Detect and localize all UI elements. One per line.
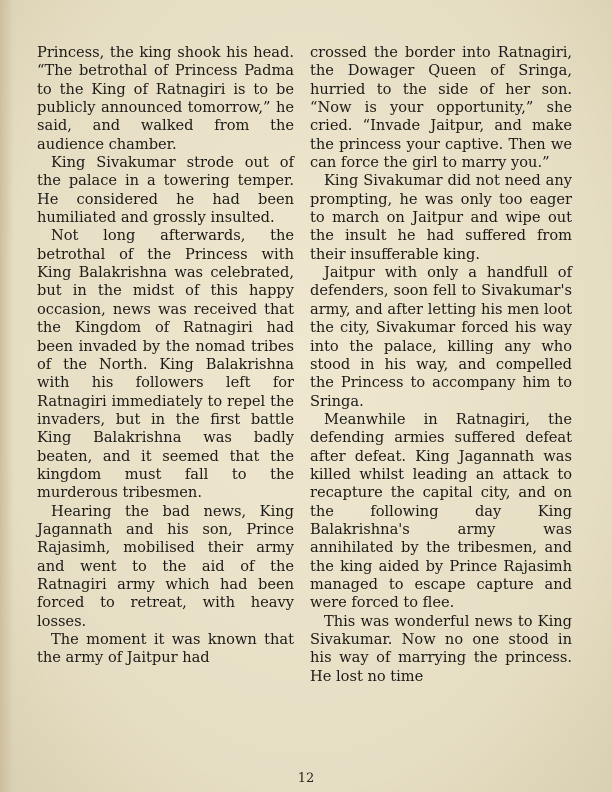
paragraph: Jaitpur with only a handfull of defenders, soon fell to Sivakumar's army, and after letting his men loot the city, Sivakumar forced his way into the palace, killing any who stood in his way, and compelled the Princess to accompany him to Sringa.: [310, 264, 572, 410]
page-number: 12: [297, 771, 315, 786]
paragraph: King Sivakumar strode out of the palace in a towering temper. He considered he had been humiliated and grossly insulted.: [37, 154, 294, 227]
paragraph: crossed the border into Ratnagiri, the Dowager Queen of Sringa, hurried to the side of her son. “Now is your opportunity,” she cried. “Invade Jaitpur, and make the princess your captive. Then we can force the girl to marry you.”: [310, 44, 572, 172]
paragraph: Hearing the bad news, King Jagannath and his son, Prince Rajasimh, mobilised their army and went to the aid of the Ratnagiri army which had been forced to retreat, with heavy losses.: [37, 502, 294, 630]
paragraph: The moment it was known that the army of Jaitpur had: [37, 631, 294, 667]
left-text-column: [37, 44, 294, 668]
paragraph: Meanwhile in Ratnagiri, the defending armies suffered defeat after defeat. King Jagannath was killed whilst leading an attack to recapture the capital city, and on the following day King Balakrishna's army was annihilated by the tribesmen, and the king aided by Prince Rajasimh managed to escape capture and were forced to flee.: [310, 410, 572, 612]
paragraph: King Sivakumar did not need any prompting, he was only too eager to march on Jaitpur and wipe out the insult he had suffered from their insufferable king.: [310, 172, 572, 263]
page-binding-shadow: [0, 0, 14, 792]
paragraph: Not long afterwards, the betrothal of the Princess with King Balakrishna was celebrated, but in the midst of this happy occasion, news was received that the Kingdom of Ratnagiri had been invaded by the nomad tribes of the North. King Balakrishna with his followers left for Ratnagiri immediately to repel the invaders, but in the first battle King Balakrishna was badly beaten, and it seemed that the kingdom must fall to the murderous tribesmen.: [37, 227, 294, 502]
right-text-column: [310, 44, 572, 686]
paragraph: This was wonderful news to King Sivakumar. Now no one stood in his way of marrying the princess. He lost no time: [310, 612, 572, 685]
paragraph: Princess, the king shook his head. “The betrothal of Princess Padma to the King of Ratnagiri is to be publicly announced tomorrow,” he said, and walked from the audience chamber.: [37, 44, 294, 153]
